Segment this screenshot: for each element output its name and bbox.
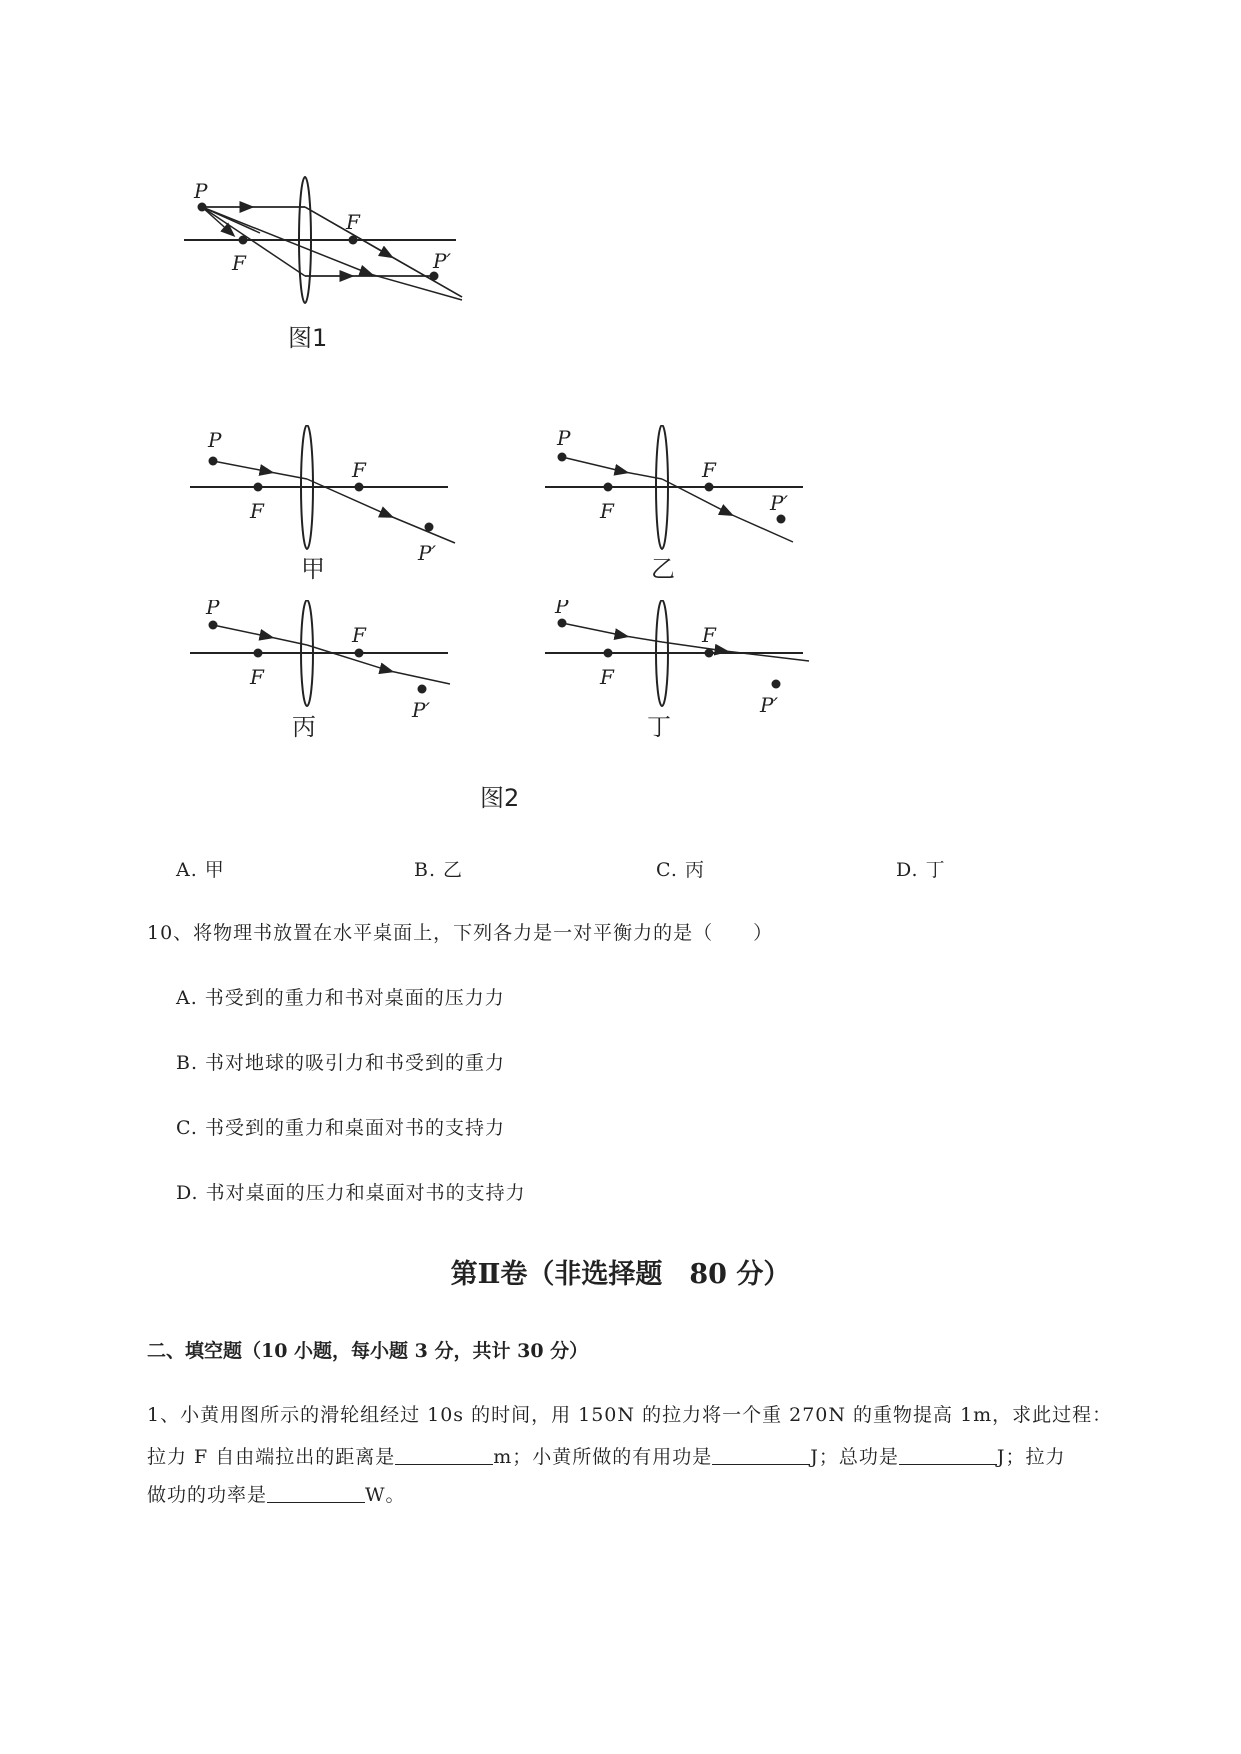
fill1-text: 拉力 F 自由端拉出的距离是 [147,1446,396,1468]
f-label: F [250,499,264,523]
p-label: P [557,426,571,450]
q10-option-c: C. 书受到的重力和桌面对书的支持力 [176,1117,505,1139]
q9-option-d: D. 丁 [896,859,946,881]
f-label: F [702,458,716,482]
fill1-text: J；总功是 [810,1446,899,1468]
q9-option-c: C. 丙 [656,859,705,881]
p-prime-label: P′ [770,491,788,515]
p-label: P [208,428,222,452]
fill1-text: 做功的功率是 [147,1484,268,1506]
panel-label-bing: 丙 [292,713,316,741]
fill1-text: J；拉力 [996,1446,1066,1468]
p-prime-label: P′ [412,698,430,722]
section-2-title: 第Ⅱ卷（非选择题 80 分） [450,1259,791,1290]
answer-blank[interactable] [267,1484,365,1503]
q10-option-a: A. 书受到的重力和书对桌面的压力力 [176,987,505,1009]
fill1-text: W。 [365,1484,406,1506]
p-prime-label: P′ [760,693,778,717]
figure-2-panel-yi [545,425,815,589]
p-prime-label: P′ [433,249,451,273]
f-label: F [352,623,366,647]
panel-label-ding: 丁 [647,713,671,741]
f-label: F [346,210,360,234]
fill1-text: m；小黄所做的有用功是 [493,1446,713,1468]
fill1-line-1: 1、小黄用图所示的滑轮组经过 10s 的时间，用 150N 的拉力将一个重 270N 的重物提高 1m，求此过程： [147,1404,1113,1426]
answer-blank[interactable] [712,1446,810,1465]
figure-1 [170,170,480,324]
f-label: F [702,623,716,647]
figure-2-panel-bing [190,600,460,744]
figure-2-caption: 图2 [480,784,520,812]
q10-stem: 10、将物理书放置在水平桌面上，下列各力是一对平衡力的是（ ） [147,922,774,944]
figure-1-caption: 图1 [288,324,328,352]
answer-blank[interactable] [395,1446,493,1465]
answer-blank[interactable] [899,1446,997,1465]
f-label: F [232,251,246,275]
f-label: F [600,665,614,689]
figure-2-panel-ding [545,600,815,744]
f-label: F [250,665,264,689]
fill1-line-2 [147,1442,1066,1469]
section-2-subtitle: 二、填空题（10 小题，每小题 3 分，共计 30 分） [147,1340,589,1362]
panel-label-yi: 乙 [651,555,675,583]
p-label: P [555,600,569,618]
q9-option-a: A. 甲 [176,859,225,881]
p-label: P [206,600,220,619]
q10-option-d: D. 书对桌面的压力和桌面对书的支持力 [176,1182,526,1204]
panel-label-jia: 甲 [301,555,325,583]
fill1-line-3 [147,1480,406,1507]
f-label: F [600,499,614,523]
p-label: P [194,179,208,203]
figure-2-panel-jia [190,425,460,589]
f-label: F [352,458,366,482]
q10-option-b: B. 书对地球的吸引力和书受到的重力 [176,1052,506,1074]
q9-option-b: B. 乙 [414,859,464,881]
p-prime-label: P′ [418,541,436,565]
